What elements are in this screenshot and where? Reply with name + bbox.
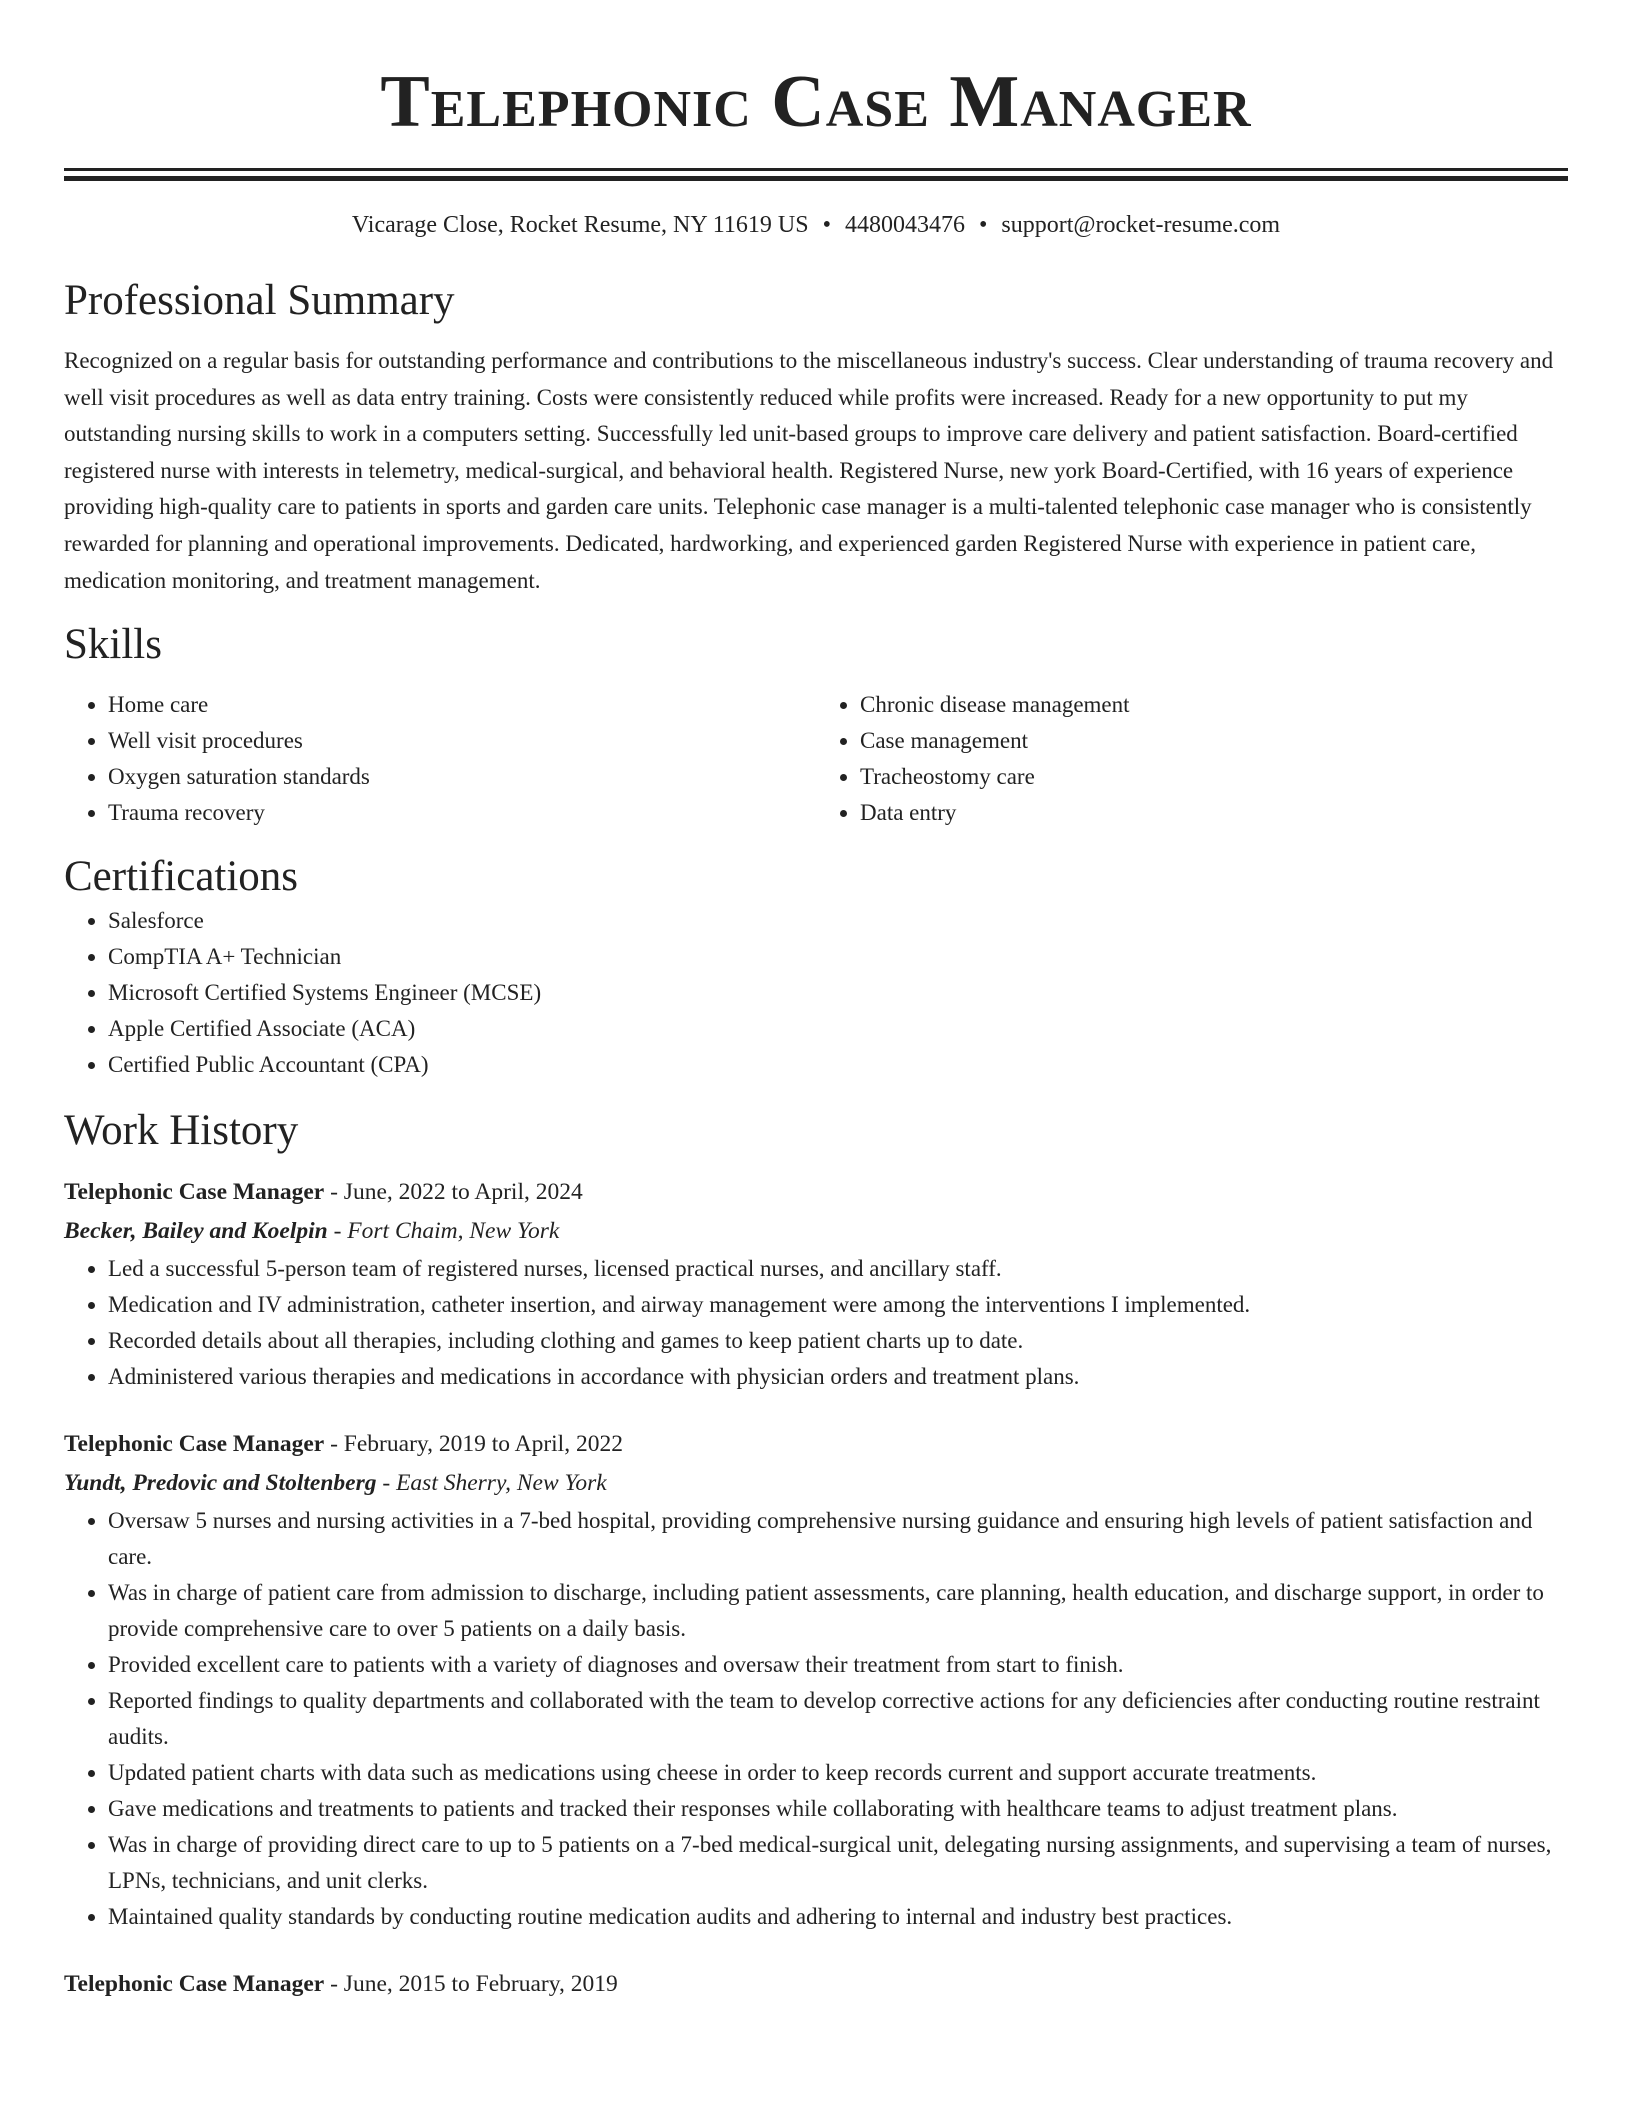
contact-address: Vicarage Close, Rocket Resume, NY 11619 US: [351, 212, 809, 238]
certifications-heading: Certifications: [64, 853, 299, 901]
contact-line: [64, 209, 1568, 241]
duty-item: • Oversaw 5 nurses and nursing activities in a 7-bed hospital, providing comprehensive nursing guidance and ensuring high levels of patient satisfaction and care.: [108, 1503, 1568, 1575]
duty-item: • Medication and IV administration, catheter insertion, and airway management were among the interventions I implemented.: [108, 1287, 1568, 1323]
skill-item: • Data entry: [860, 795, 1568, 831]
job-employer: [64, 1211, 1568, 1251]
job-location: - East Sherry, New York: [376, 1470, 607, 1497]
skills-columns: [64, 687, 1568, 831]
job-header: [64, 1425, 1568, 1463]
job-entry: [64, 1173, 1568, 1395]
header-rule-thin: [64, 168, 1568, 171]
job-header: [64, 1965, 1568, 2003]
duty-item: • Updated patient charts with data such as medications using cheese in order to keep records current and support accurate treatments.: [108, 1755, 1568, 1791]
duty-item: • Gave medications and treatments to patients and tracked their responses while collaborating with healthcare teams to adjust treatment plans.: [108, 1791, 1568, 1827]
skills-list-left: [64, 687, 816, 831]
work-history-heading: Work History: [64, 1107, 299, 1155]
certification-item: • Apple Certified Associate (ACA): [108, 1011, 1568, 1047]
contact-separator: •: [822, 212, 831, 238]
job-employer: [64, 1463, 1568, 1503]
duty-item: • Led a successful 5-person team of registered nurses, licensed practical nurses, and ancillary staff.: [108, 1251, 1568, 1287]
skills-heading: Skills: [64, 621, 162, 669]
job-title: Telephonic Case Manager: [64, 1971, 325, 1998]
skill-item: • Well visit procedures: [108, 723, 816, 759]
contact-phone: 4480043476: [845, 212, 965, 238]
skills-list-right: [816, 687, 1568, 831]
job-header: [64, 1173, 1568, 1211]
skill-item: • Tracheostomy care: [860, 759, 1568, 795]
skill-item: • Oxygen saturation standards: [108, 759, 816, 795]
job-entry: [64, 1965, 1568, 2003]
job-entry: [64, 1425, 1568, 1935]
skill-item: • Case management: [860, 723, 1568, 759]
resume-page: [64, 0, 1568, 2003]
summary-text: Recognized on a regular basis for outstanding performance and contributions to the miscellaneous industry's success. Clear understanding of trauma recovery and well visit procedures as well as data entry training. Costs were consistently reduced while profits were increased. Ready for a new opportunity to put my outstanding nursing skills to work in a computers setting. Successfully led unit-based groups to improve care delivery and patient satisfaction. Board-certified registered nurse with interests in telemetry, medical-surgical, and behavioral health. Registered Nurse, new york Board-Certified, with 16 years of experience providing high-quality care to patients in sports and garden care units. Telephonic case manager is a multi-talented telephonic case manager who is consistently rewarded for planning and operational improvements. Dedicated, hardworking, and experienced garden Registered Nurse with experience in patient care, medication monitoring, and treatment management.: [64, 348, 1554, 593]
contact-email: support@rocket-resume.com: [1001, 212, 1281, 238]
duty-item: • Was in charge of providing direct care to up to 5 patients on a 7-bed medical-surgical unit, delegating nursing assignments, and supervising a team of nurses, LPNs, technicians, and unit clerks.: [108, 1827, 1568, 1899]
job-company: Becker, Bailey and Koelpin: [64, 1218, 328, 1245]
duty-item: • Provided excellent care to patients with a variety of diagnoses and oversaw their treatment from start to finish.: [108, 1647, 1568, 1683]
job-company: Yundt, Predovic and Stoltenberg: [64, 1470, 377, 1497]
job-location: - Fort Chaim, New York: [327, 1218, 560, 1245]
skill-item: • Home care: [108, 687, 816, 723]
certification-item: • CompTIA A+ Technician: [108, 939, 1568, 975]
duty-item: • Maintained quality standards by conducting routine medication audits and adhering to internal and industry best practices.: [108, 1899, 1568, 1935]
job-duties: [64, 1503, 1568, 1935]
certification-item: • Salesforce: [108, 903, 1568, 939]
duty-item: • Was in charge of patient care from admission to discharge, including patient assessments, care planning, health education, and discharge support, in order to provide comprehensive care to over 5 patients on a daily basis.: [108, 1575, 1568, 1647]
duty-item: • Administered various therapies and medications in accordance with physician orders and treatment plans.: [108, 1359, 1568, 1395]
contact-separator: •: [979, 212, 988, 238]
certification-item: • Microsoft Certified Systems Engineer (MCSE): [108, 975, 1568, 1011]
skill-item: • Trauma recovery: [108, 795, 816, 831]
resume-name: Telephonic Case Manager: [380, 61, 1252, 143]
duty-item: • Reported findings to quality departments and collaborated with the team to develop corrective actions for any deficiencies after conducting routine restraint audits.: [108, 1683, 1568, 1755]
job-dates: - June, 2015 to February, 2019: [324, 1971, 618, 1998]
job-dates: - June, 2022 to April, 2024: [324, 1179, 583, 1206]
certification-item: • Certified Public Accountant (CPA): [108, 1047, 1568, 1083]
job-title: Telephonic Case Manager: [64, 1179, 325, 1206]
skill-item: • Chronic disease management: [860, 687, 1568, 723]
certifications-list: [64, 903, 1568, 1083]
job-duties: [64, 1251, 1568, 1395]
job-title: Telephonic Case Manager: [64, 1431, 325, 1458]
duty-item: • Recorded details about all therapies, including clothing and games to keep patient charts up to date.: [108, 1323, 1568, 1359]
header-rule-thick: [64, 176, 1568, 181]
summary-heading: Professional Summary: [64, 277, 455, 324]
job-dates: - February, 2019 to April, 2022: [324, 1431, 623, 1458]
